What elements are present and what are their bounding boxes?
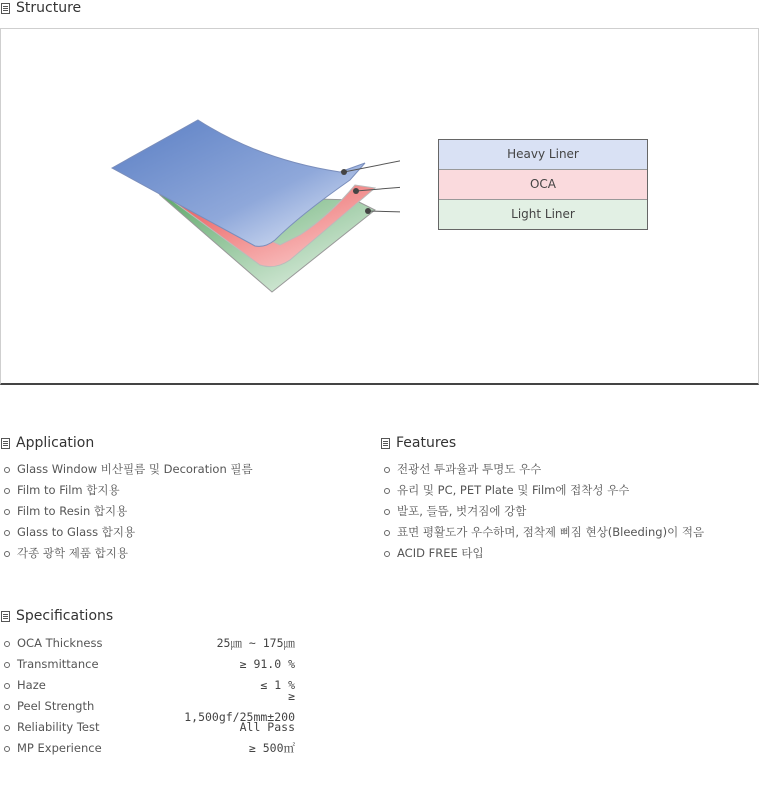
bullet-icon	[4, 725, 10, 731]
spec-row: Reliability Test All Pass	[0, 717, 295, 738]
document-icon	[1, 3, 10, 14]
layer-diagram	[100, 100, 400, 300]
list-item: ACID FREE 타입	[380, 543, 704, 564]
list-item: Glass Window 비산필름 및 Decoration 필름	[0, 459, 253, 480]
specifications-list	[0, 633, 295, 759]
bullet-icon	[4, 530, 10, 536]
document-icon	[1, 438, 10, 449]
specifications-heading	[1, 608, 113, 624]
spec-row: OCA Thickness 25㎛ ~ 175㎛	[0, 633, 295, 654]
bullet-icon	[4, 509, 10, 515]
bullet-icon	[4, 746, 10, 752]
list-item: Film to Film 합지용	[0, 480, 253, 501]
application-list	[0, 459, 253, 564]
legend-light-liner: Light Liner	[439, 200, 647, 229]
features-title: Features	[396, 435, 457, 451]
bullet-icon	[4, 662, 10, 668]
bullet-icon	[384, 467, 390, 473]
specifications-title: Specifications	[16, 608, 114, 624]
bullet-icon	[4, 704, 10, 710]
bullet-icon	[384, 488, 390, 494]
bullet-icon	[384, 509, 390, 515]
list-item: 표면 평활도가 우수하며, 점착제 삐짐 현상(Bleeding)이 적음	[380, 522, 704, 543]
layer-legend	[438, 139, 648, 230]
application-heading	[1, 435, 94, 451]
list-item: 발포, 들뜸, 벗겨짐에 강함	[380, 501, 704, 522]
structure-heading	[1, 0, 81, 16]
spec-row: Transmittance ≥ 91.0 %	[0, 654, 295, 675]
bullet-icon	[384, 530, 390, 536]
application-title: Application	[16, 435, 95, 451]
list-item: 전광선 투과율과 투명도 우수	[380, 459, 704, 480]
list-item: Film to Resin 합지용	[0, 501, 253, 522]
bullet-icon	[4, 641, 10, 647]
spec-row: MP Experience ≥ 500㎡	[0, 738, 295, 759]
list-item: Glass to Glass 합지용	[0, 522, 253, 543]
bullet-icon	[4, 551, 10, 557]
features-list	[380, 459, 704, 564]
legend-heavy-liner: Heavy Liner	[439, 140, 647, 170]
document-icon	[381, 438, 390, 449]
spec-row: Haze ≤ 1 %	[0, 675, 295, 696]
document-icon	[1, 611, 10, 622]
legend-oca: OCA	[439, 170, 647, 200]
bullet-icon	[384, 551, 390, 557]
list-item: 유리 및 PC, PET Plate 및 Film에 접착성 우수	[380, 480, 704, 501]
list-item: 각종 광학 제품 합지용	[0, 543, 253, 564]
features-heading	[381, 435, 456, 451]
bullet-icon	[4, 683, 10, 689]
spec-row: Peel Strength ≥ 1,500gf/25mm±200	[0, 696, 295, 717]
structure-title: Structure	[16, 0, 82, 16]
bullet-icon	[4, 467, 10, 473]
bullet-icon	[4, 488, 10, 494]
